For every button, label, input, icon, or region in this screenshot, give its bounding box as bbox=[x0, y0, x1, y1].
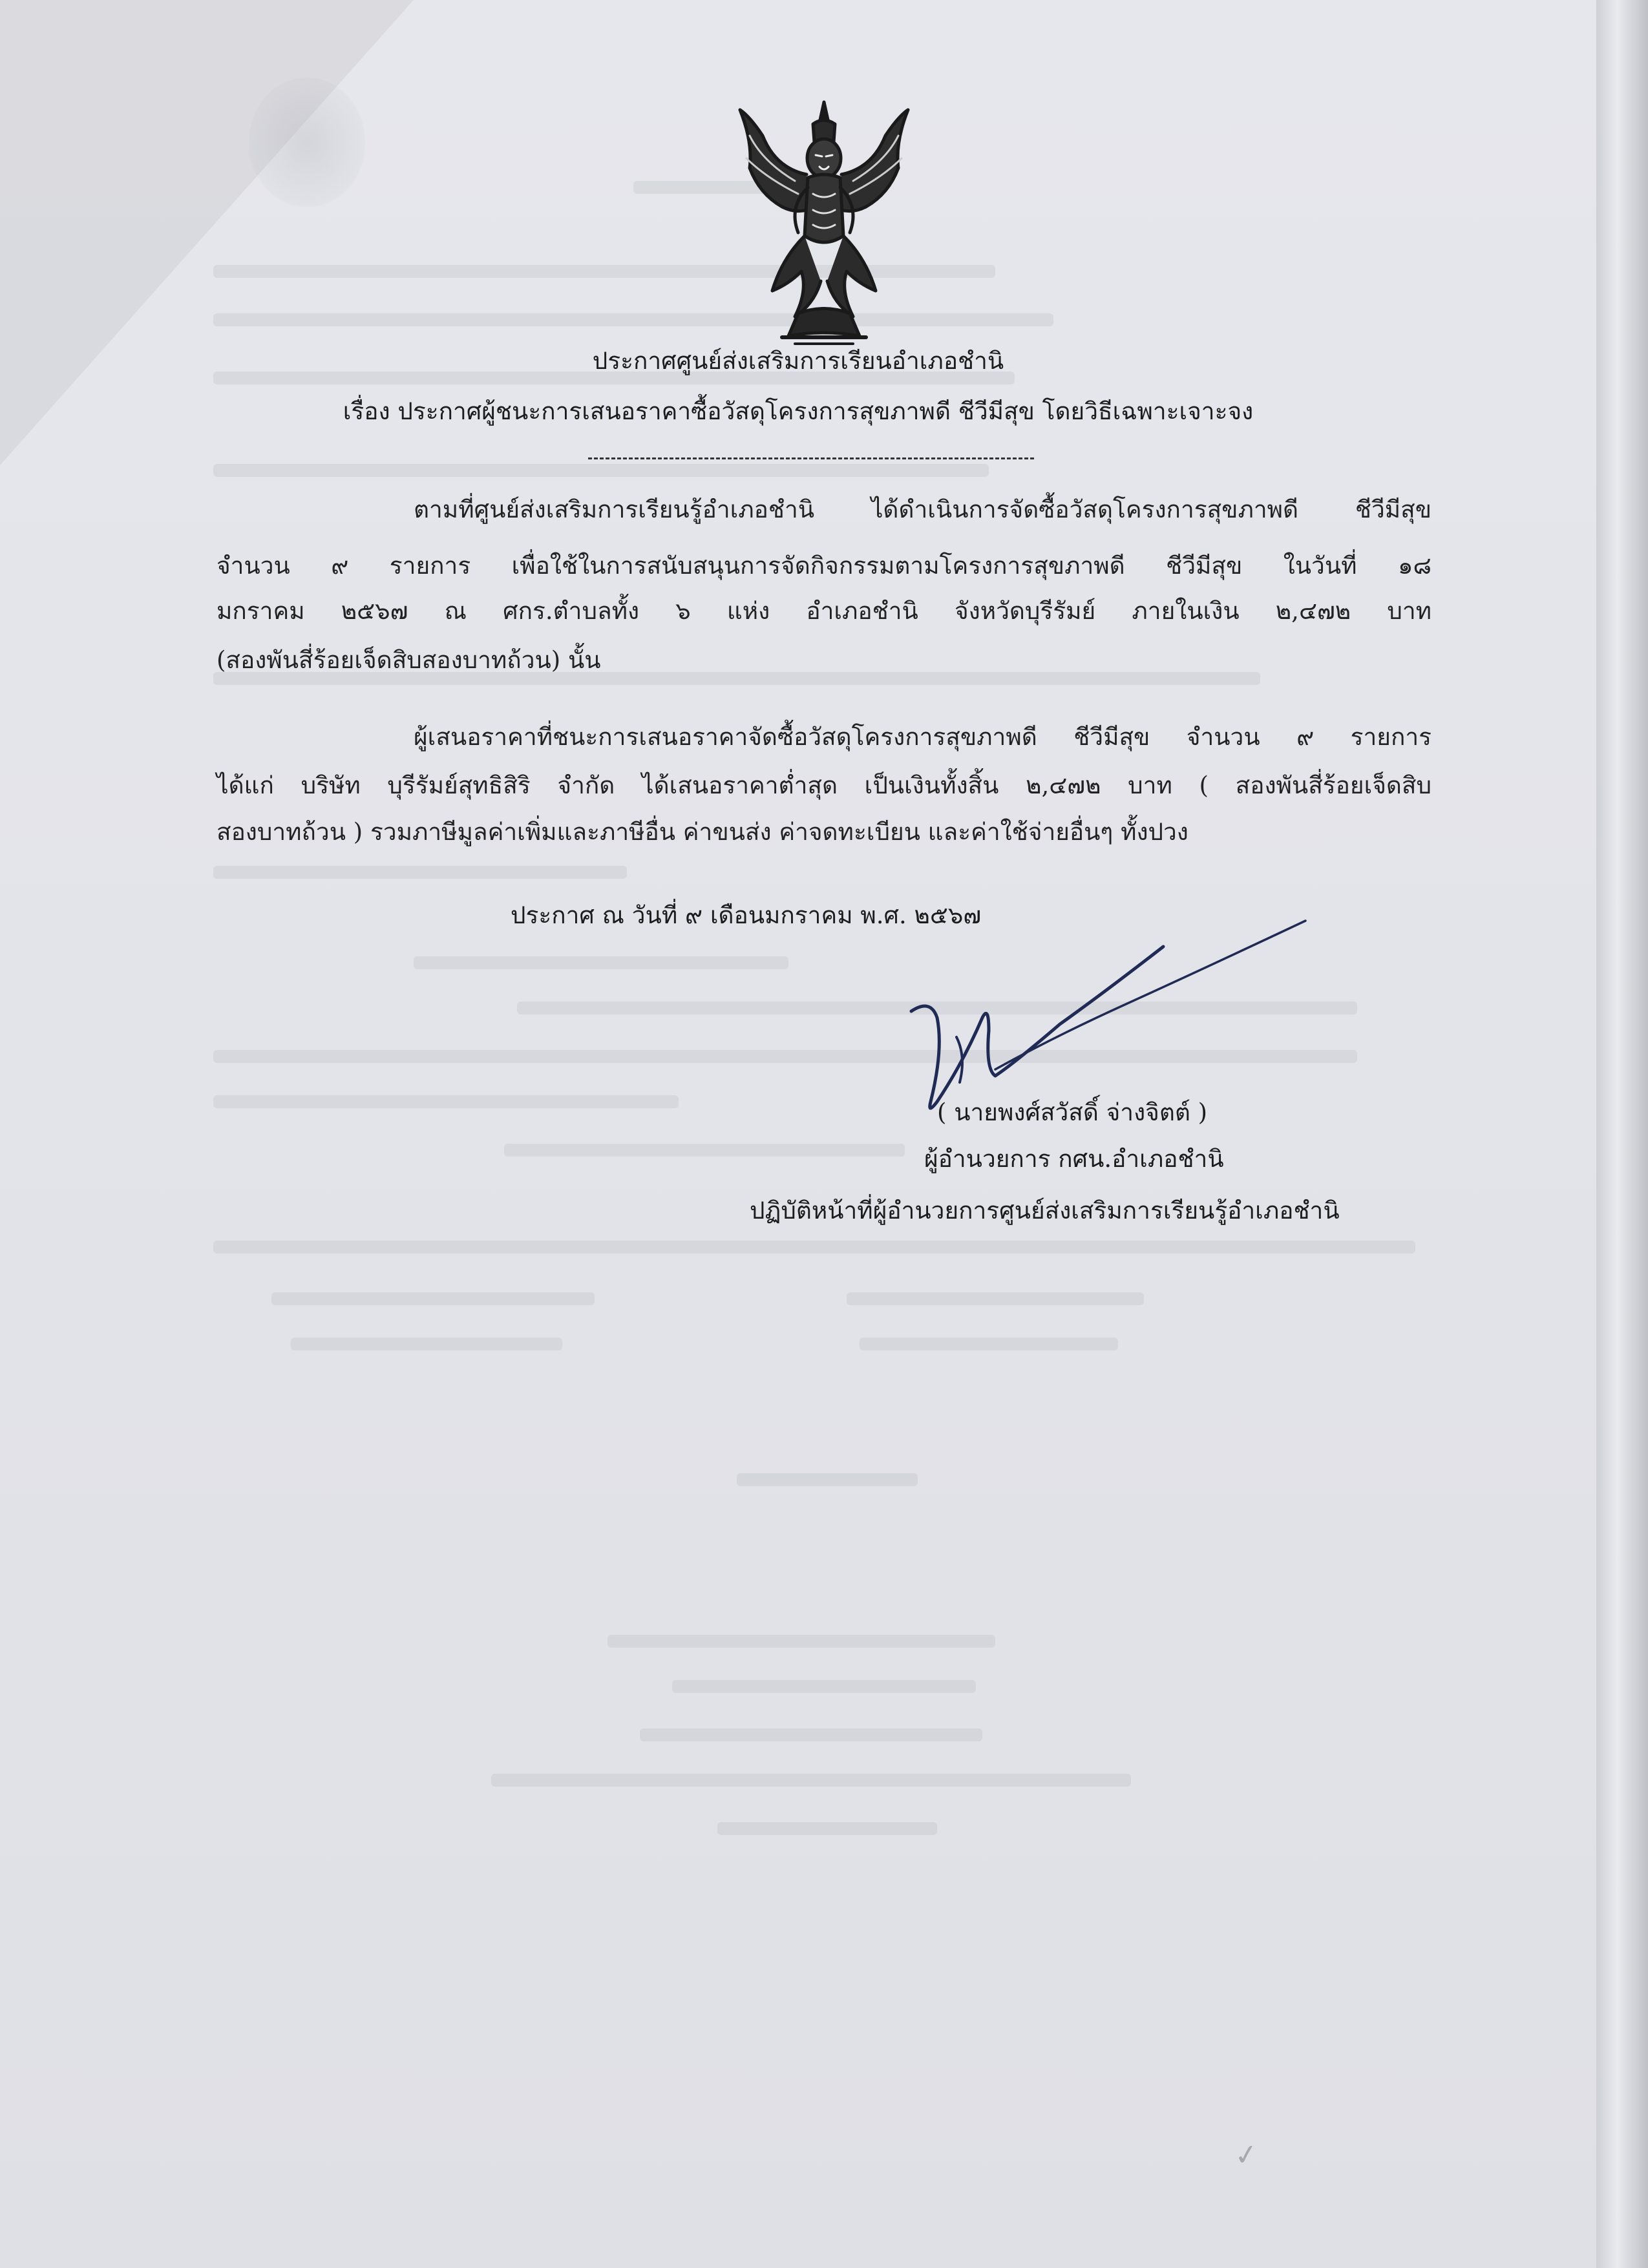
garuda-emblem-icon bbox=[737, 97, 911, 349]
faint-text-show-through bbox=[213, 464, 989, 477]
faint-text-show-through bbox=[213, 1095, 679, 1108]
faint-text-show-through bbox=[213, 866, 627, 879]
faint-text-show-through bbox=[860, 1338, 1118, 1350]
faint-text-show-through bbox=[271, 1292, 595, 1305]
faint-text-show-through bbox=[414, 956, 788, 969]
dashed-divider bbox=[588, 457, 1034, 459]
announcement-date: ประกาศ ณ วันที่ ๙ เดือนมกราคม พ.ศ. ๒๕๖๗ bbox=[511, 901, 982, 929]
faint-text-show-through bbox=[491, 1774, 1131, 1787]
announcement-title: ประกาศศูนย์ส่งเสริมการเรียนอำเภอชำนิ bbox=[592, 347, 1004, 375]
signer-acting-position: ปฏิบัติหน้าที่ผู้อำนวยการศูนย์ส่งเสริมการเรียนรู้อำเภอชำนิ bbox=[750, 1197, 1340, 1224]
paragraph-2-line: ได้แก่ บริษัท บุรีรัมย์สุทธิสิริ จำกัด ได้เสนอราคาต่ำสุด เป็นเงินทั้งสิ้น ๒,๔๗๒ บาท ( สองพันสี่ร้อยเจ็ดสิบ bbox=[217, 772, 1431, 799]
paragraph-2-line: ผู้เสนอราคาที่ชนะการเสนอราคาจัดซื้อวัสดุโครงการสุขภาพดี ชีวีมีสุข จำนวน ๙ รายการ bbox=[414, 723, 1431, 751]
paper-stack-edge bbox=[1596, 0, 1648, 2268]
paragraph-2-line: สองบาทถ้วน ) รวมภาษีมูลค่าเพิ่มและภาษีอื่น ค่าขนส่ง ค่าจดทะเบียน และค่าใช้จ่ายอื่นๆ ทั้งปวง bbox=[217, 818, 1188, 846]
faint-text-show-through bbox=[213, 313, 1053, 326]
paragraph-1-line: จำนวน ๙ รายการ เพื่อใช้ในการสนับสนุนการจัดกิจกรรมตามโครงการสุขภาพดี ชีวีมีสุข ในวันที่ ๑๘ bbox=[217, 552, 1431, 580]
faint-text-show-through bbox=[640, 1728, 982, 1741]
pencil-mark-icon: ✓ bbox=[1232, 2137, 1261, 2174]
faint-text-show-through bbox=[504, 1144, 905, 1157]
signer-name: ( นายพงศ์สวัสดิ์ จ่างจิตต์ ) bbox=[937, 1098, 1208, 1126]
faint-text-show-through bbox=[672, 1680, 976, 1693]
paragraph-1-line: ตามที่ศูนย์ส่งเสริมการเรียนรู้อำเภอชำนิ ได้ดำเนินการจัดซื้อวัสดุโครงการสุขภาพดี ชีวีมีสุข bbox=[414, 496, 1431, 523]
faint-text-show-through bbox=[847, 1292, 1144, 1305]
faint-text-show-through bbox=[607, 1635, 995, 1648]
faint-text-show-through bbox=[717, 1822, 937, 1835]
paragraph-1-line: (สองพันสี่ร้อยเจ็ดสิบสองบาทถ้วน) นั้น bbox=[217, 646, 601, 674]
faint-text-show-through bbox=[213, 1241, 1415, 1254]
announcement-subject: เรื่อง ประกาศผู้ชนะการเสนอราคาซื้อวัสดุโครงการสุขภาพดี ชีวีมีสุข โดยวิธีเฉพาะเจาะจง bbox=[343, 397, 1254, 425]
signer-position: ผู้อำนวยการ กศน.อำเภอชำนิ bbox=[924, 1145, 1224, 1173]
paragraph-1-line: มกราคม ๒๕๖๗ ณ ศกร.ตำบลทั้ง ๖ แห่ง อำเภอชำนิ จังหวัดบุรีรัมย์ ภายในเงิน ๒,๔๗๒ บาท bbox=[217, 597, 1431, 625]
faint-emblem-show-through bbox=[249, 78, 365, 207]
faint-text-show-through bbox=[291, 1338, 562, 1350]
faint-text-show-through bbox=[737, 1473, 918, 1486]
handwritten-signature-icon bbox=[892, 908, 1318, 1121]
